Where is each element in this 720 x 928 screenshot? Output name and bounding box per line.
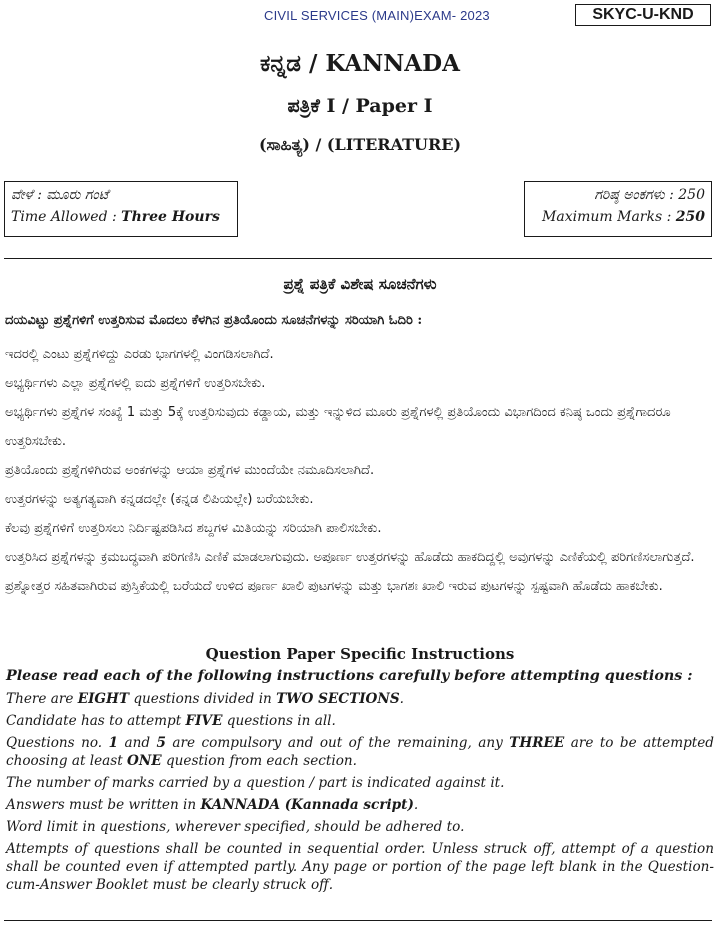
divider [4, 920, 712, 921]
divider [4, 258, 712, 259]
english-instruction [6, 712, 714, 730]
kannada-instruction: ಉತ್ತರಗಳನ್ನು ಅತ್ಯಗತ್ಯವಾಗಿ ಕನ್ನಡದಲ್ಲೇ (ಕನ್ನಡ ಲಿಪಿಯಲ್ಲೇ) ಬರೆಯಬೇಕು. [5, 492, 314, 507]
english-instructions-list [6, 690, 714, 898]
instruction-emphasis: EIGHT [77, 691, 129, 707]
kannada-instruction: ಇದರಲ್ಲಿ ಎಂಟು ಪ್ರಶ್ನೆಗಳಿದ್ದು ಎರಡು ಭಾಗಗಳಲ್ಲಿ ವಿಂಗಡಿಸಲಾಗಿದೆ. [5, 347, 274, 362]
exam-line: CIVIL SERVICES (MAIN)EXAM- 2023 [264, 8, 490, 23]
instruction-emphasis: THREE [509, 735, 565, 751]
english-instruction: Attempts of questions shall be counted in sequential order. Unless struck off, attempt of a question shall be counted even if attempted partly. Any page or portion of the page left blank in the Question-cum-Answer Booklet must be clearly struck off. [6, 841, 714, 893]
instruction-text: There are [6, 691, 78, 707]
instruction-text: . [399, 691, 404, 707]
kannada-instruction: ಅಭ್ಯರ್ಥಿಗಳು ಪ್ರಶ್ನೆಗಳ ಸಂಖ್ಯೆ 1 ಮತ್ತು 5ಕ್ಕೆ ಉತ್ತರಿಸುವುದು ಕಡ್ಡಾಯ, ಮತ್ತು ಇನ್ನುಳಿದ ಮೂರು ಪ್ರಶ್ನೆಗಳಲ್ಲಿ ಪ್ರತಿಯೊಂದು ವಿಭಾಗದಿಂದ ಕನಿಷ್ಠ ಒಂದು ಪ್ರಶ್ನೆಗಾದರೂ ಉತ್ತರಿಸಬೇಕು. [5, 405, 671, 449]
time-allowed-box [4, 181, 238, 237]
subject-title: ಕನ್ನಡ / KANNADA [260, 50, 460, 77]
instruction-text: questions in all. [222, 713, 336, 729]
instruction-text: are to be attempted choosing at least [6, 735, 714, 769]
section-title: (ಸಾಹಿತ್ಯ) / (LITERATURE) [258, 135, 462, 154]
kannada-instruction: ಅಭ್ಯರ್ಥಿಗಳು ಎಲ್ಲಾ ಪ್ರಶ್ನೆಗಳಲ್ಲಿ ಐದು ಪ್ರಶ್ನೆಗಳಿಗೆ ಉತ್ತರಿಸಬೇಕು. [5, 376, 266, 391]
instruction-emphasis: 5 [156, 735, 166, 751]
instruction-emphasis: KANNADA (Kannada script) [200, 797, 414, 813]
time-value: Three Hours [121, 209, 220, 225]
kannada-instruction: ಉತ್ತರಿಸಿದ ಪ್ರಶ್ನೆಗಳನ್ನು ಕ್ರಮಬದ್ಧವಾಗಿ ಪರಿಗಣಿಸಿ ಎಣಿಕೆ ಮಾಡಲಾಗುವುದು. ಅಪೂರ್ಣ ಉತ್ತರಗಳನ್ನು ಹೊಡೆದು ಹಾಕದಿದ್ದಲ್ಲಿ ಅವುಗಳನ್ನು ಎಣಿಕೆಯಲ್ಲಿ ಪರಿಗಣಿಸಲಾಗುತ್ತದೆ. ಪ್ರಶ್ನೋತ್ತರ ಸಹಿತವಾಗಿರುವ ಪುಸ್ತಿಕೆಯಲ್ಲಿ ಬರೆಯದೆ ಉಳಿದ ಪೂರ್ಣ ಖಾಲಿ ಪುಟಗಳನ್ನು ಮತ್ತು ಭಾಗಶಃ ಖಾಲಿ ಇರುವ ಪುಟಗಳನ್ನು ಸ್ಪಷ್ಟವಾಗಿ ಹೊಡೆದು ಹಾಕಬೇಕು. [5, 550, 695, 594]
kannada-instructions-lead: ದಯವಿಟ್ಟು ಪ್ರಶ್ನೆಗಳಿಗೆ ಉತ್ತರಿಸುವ ಮೊದಲು ಕೆಳಗಿನ ಪ್ರತಿಯೊಂದು ಸೂಚನೆಗಳನ್ನು ಸರಿಯಾಗಿ ಓದಿರಿ : [5, 313, 423, 328]
kannada-instruction: ಕೆಲವು ಪ್ರಶ್ನೆಗಳಿಗೆ ಉತ್ತರಿಸಲು ನಿರ್ದಿಷ್ಟಪಡಿಸಿದ ಶಬ್ದಗಳ ಮಿತಿಯನ್ನು ಸರಿಯಾಗಿ ಪಾಲಿಸಬೇಕು. [5, 521, 382, 536]
instruction-emphasis: 1 [108, 735, 119, 751]
kannada-instructions-heading: ಪ್ರಶ್ನೆ ಪತ್ರಿಕೆ ವಿಶೇಷ ಸೂಚನೆಗಳು [283, 275, 437, 293]
instruction-text: and [118, 735, 157, 751]
instruction-text: Answers must be written in [6, 797, 201, 813]
instruction-text: . [413, 797, 419, 813]
english-instruction [6, 734, 714, 770]
kannada-instructions-list [5, 340, 715, 601]
instruction-text: questions divided in [129, 691, 277, 707]
time-english [11, 206, 231, 228]
instruction-emphasis: ONE [126, 753, 162, 769]
english-instruction [6, 690, 714, 708]
english-instruction: Word limit in questions, wherever specified, should be adhered to. [6, 819, 465, 835]
instruction-text: question from each section. [161, 753, 357, 769]
maximum-marks-box [524, 181, 712, 237]
paper-code: SKYC-U-KND [575, 4, 711, 26]
english-instruction: The number of marks carried by a question / part is indicated against it. [6, 775, 505, 791]
paper-title: ಪತ್ರಿಕೆ I / Paper I [287, 95, 433, 117]
marks-kannada: ಗರಿಷ್ಠ ಅಂಕಗಳು : 250 [594, 187, 705, 203]
instruction-text: Candidate has to attempt [6, 713, 186, 729]
time-label: Time Allowed : [11, 209, 117, 225]
marks-english [531, 206, 705, 228]
instruction-emphasis: FIVE [185, 713, 223, 729]
english-instructions-heading: Question Paper Specific Instructions [205, 645, 515, 663]
marks-label: Maximum Marks : [542, 209, 672, 225]
instruction-text: are compulsory and out of the remaining, any [165, 735, 510, 751]
english-instruction [6, 796, 714, 814]
kannada-instruction: ಪ್ರತಿಯೊಂದು ಪ್ರಶ್ನೆಗಳಿಗಿರುವ ಅಂಕಗಳನ್ನು ಆಯಾ ಪ್ರಶ್ನೆಗಳ ಮುಂದೆಯೇ ನಮೂದಿಸಲಾಗಿದೆ. [5, 463, 375, 478]
marks-value: 250 [675, 209, 705, 225]
instruction-text: Questions no. [6, 735, 109, 751]
instruction-emphasis: TWO SECTIONS [276, 691, 400, 707]
time-kannada: ವೇಳೆ : ಮೂರು ಗಂಟೆ [11, 187, 109, 203]
english-instructions-lead: Please read each of the following instructions carefully before attempting questions : [6, 668, 693, 684]
